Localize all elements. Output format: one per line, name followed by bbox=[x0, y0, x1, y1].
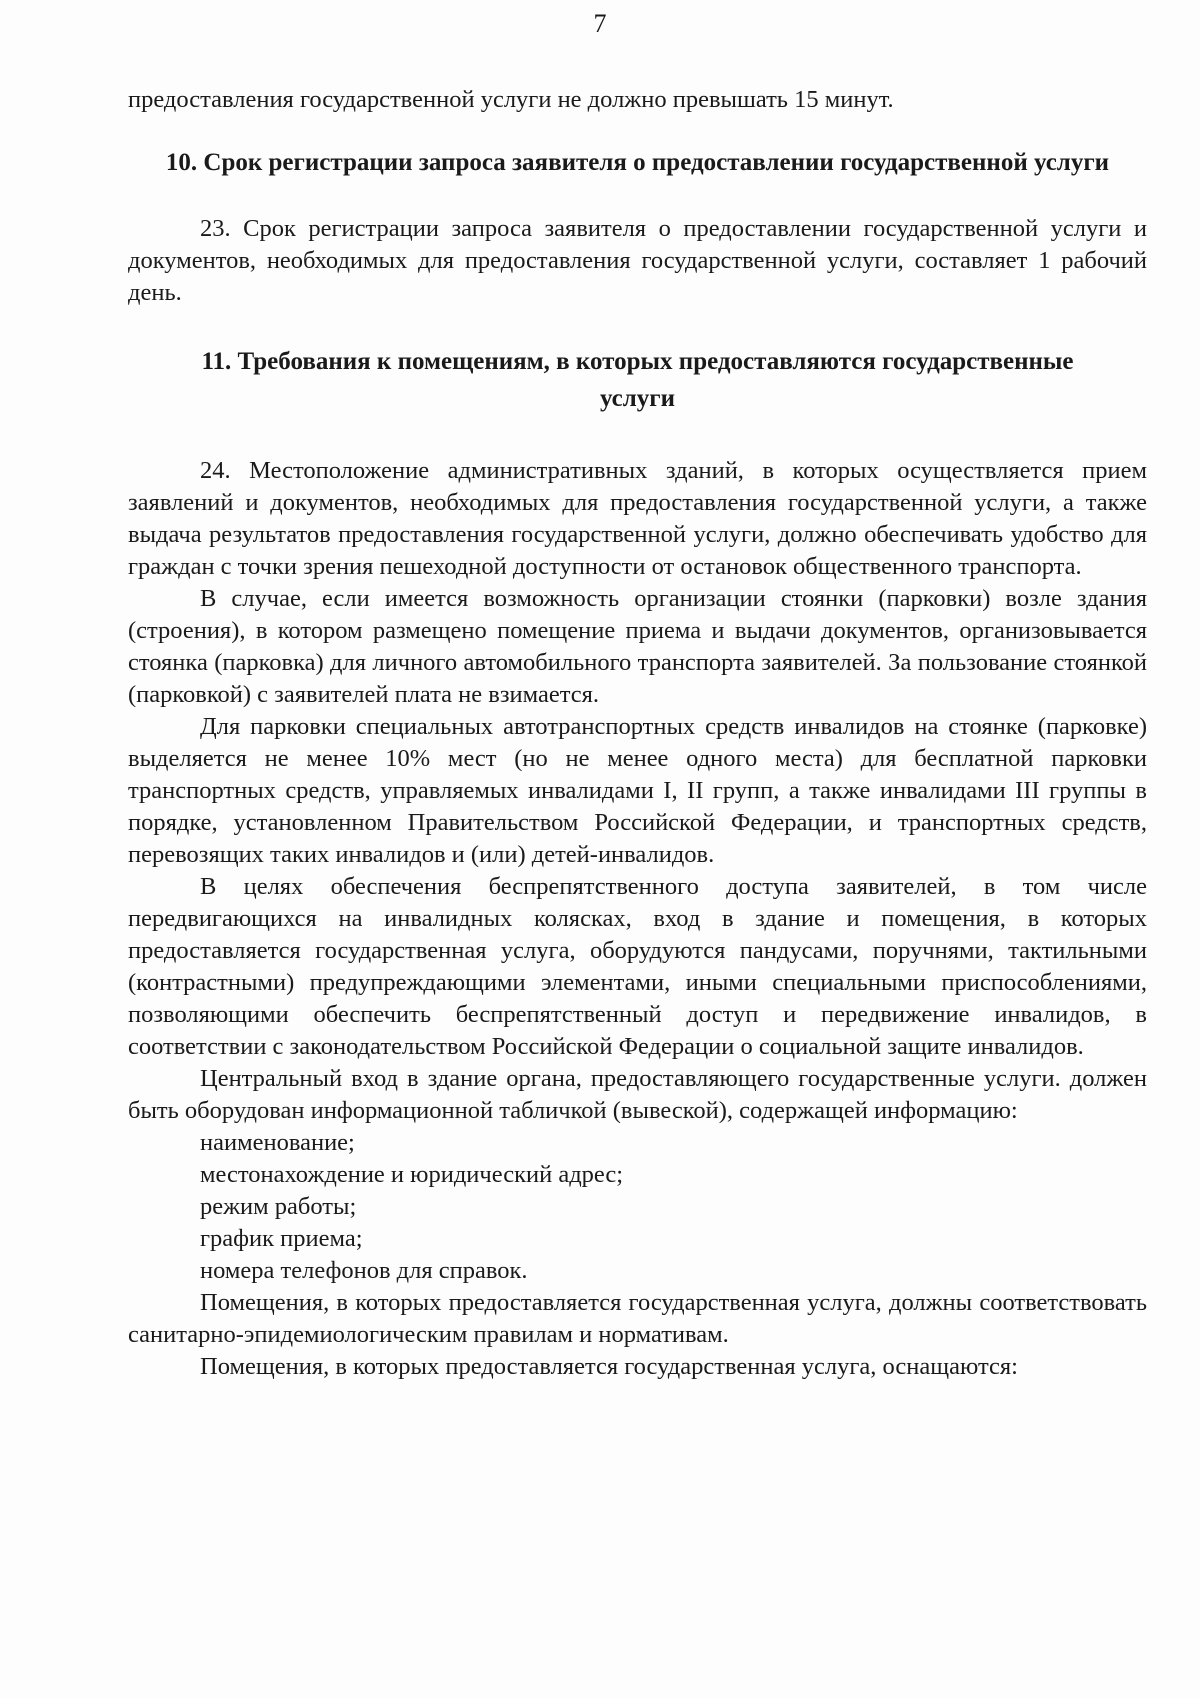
continuation-paragraph: предоставления государственной услуги не должно превышать 15 минут. bbox=[128, 86, 894, 113]
accessibility-paragraph: В целях обеспечения беспрепятственного доступа заявителей, в том числе передвигающихся на инвалидных колясках, вход в здание и помещения, в которых предоставляется государственная услуга, оборудуются пандусами, поручнями, тактильными (контрастными) предупреждающими элементами, иными специальными приспособлениями, позволяющими обеспечить беспрепятственный доступ и передвижение инвалидов, в соответствии с законодательством Российской Федерации о социальной защите инвалидов. bbox=[128, 873, 1147, 1060]
section-10-heading: 10. Срок регистрации запроса заявителя о предоставлении государственной услуги bbox=[165, 149, 1110, 176]
disabled-parking-paragraph: Для парковки специальных автотранспортных средств инвалидов на стоянке (парковке) выделяется не менее 10% мест (но не менее одного места) для бесплатной парковки транспортных средств, управляемых инвалидами I, II групп, а также инвалидами III группы в порядке, установленном Правительством Российской Федерации, и транспортных средств, перевозящих таких инвалидов и (или) детей-инвалидов. bbox=[128, 713, 1147, 868]
list-item: наименование; bbox=[200, 1129, 355, 1156]
equipment-paragraph: Помещения, в которых предоставляется государственная услуга, оснащаются: bbox=[200, 1353, 1018, 1380]
list-item: режим работы; bbox=[200, 1193, 357, 1220]
paragraph-24: 24. Местоположение административных зданий, в которых осуществляется прием заявлений и документов, необходимых для предоставления государственной услуги, а также выдача результатов предоставления государственной услуги, должно обеспечивать удобство для граждан с точки зрения пешеходной доступности от остановок общественного транспорта. bbox=[128, 457, 1147, 580]
page-number: 7 bbox=[593, 9, 607, 38]
list-item: номера телефонов для справок. bbox=[200, 1257, 528, 1284]
sanitary-paragraph: Помещения, в которых предоставляется государственная услуга, должны соответствовать санитарно-эпидемиологическим правилам и нормативам. bbox=[128, 1289, 1147, 1348]
paragraph-23: 23. Срок регистрации запроса заявителя о предоставлении государственной услуги и документов, необходимых для предоставления государственной услуги, составляет 1 рабочий день. bbox=[128, 215, 1147, 306]
section-11-heading: 11. Требования к помещениям, в которых предоставляются государственные услуги bbox=[201, 348, 1074, 412]
list-item: график приема; bbox=[200, 1225, 363, 1252]
document-body bbox=[128, 84, 1147, 1383]
parking-paragraph: В случае, если имеется возможность организации стоянки (парковки) возле здания (строения), в котором размещено помещение приема и выдачи документов, организовывается стоянка (парковка) для личного автомобильного транспорта заявителей. За пользование стоянкой (парковкой) с заявителей плата не взимается. bbox=[128, 585, 1147, 708]
list-item: местонахождение и юридический адрес; bbox=[200, 1161, 624, 1188]
entrance-paragraph: Центральный вход в здание органа, предоставляющего государственные услуги. должен быть оборудован информационной табличкой (вывеской), содержащей информацию: bbox=[128, 1065, 1147, 1124]
